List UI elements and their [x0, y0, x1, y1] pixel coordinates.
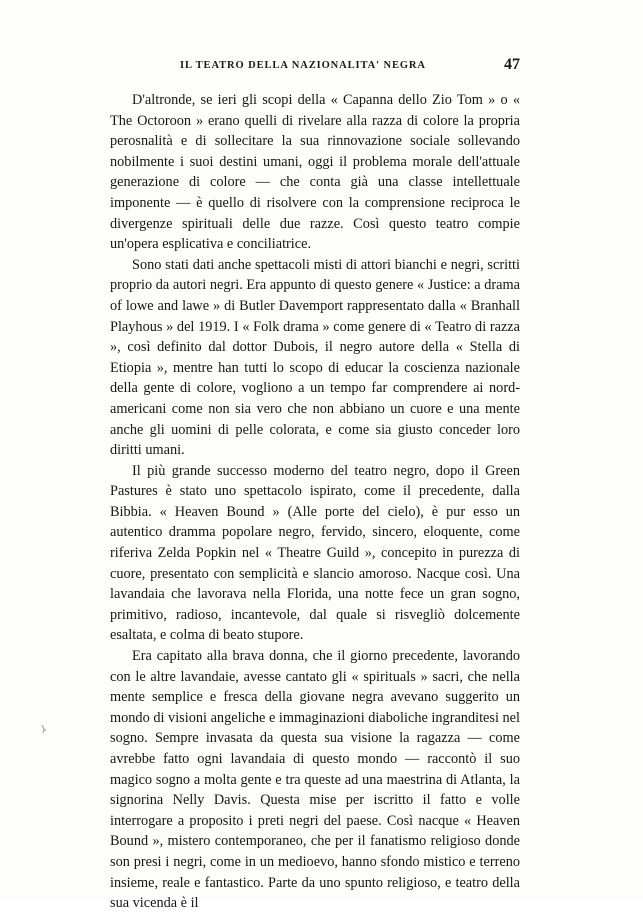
running-header — [110, 56, 520, 80]
paragraph: Era capitato alla brava donna, che il giorno precedente, lavorando con le altre lavandaie, avesse cantato gli « spirituals » sacri, che nella mente semplice e fresca della giovane negra avevano suggerito un mondo di visioni angeliche e immaginazioni diaboliche ingranditesi nel sogno. Sempre invasata da questa sua visione la ragazza — come avrebbe fatto ogni lavandaia di questo mondo — raccontò il suo magico sogno a molta gente e tra queste ad una maestrina di Atlanta, la signorina Nelly Davis. Questa mise per iscritto il fatto e volle interrogare a proposito i preti negri del paese. Così nacque « Heaven Bound », mistero contemporaneo, che per il fanatismo religioso donde son presi i negri, come in un medioevo, hanno sfondo mistico e terreno insieme, reale e fantastico. Parte da uno spunto religioso, e teatro della sua vicenda è il — [110, 648, 520, 912]
paragraph: D'altronde, se ieri gli scopi della « Capanna dello Zio Tom » o « The Octoroon » erano quelli di rivelare alla razza di colore la propria perosnalità e di sollecitare la sua rinnovazione sociale sollevando nobilmente i suoi destini umani, oggi il problema morale dell'attuale generazione di colore — che conta già una classe intellettuale imponente — è quello di risolvere con la comprensione reciproca le divergenze spirituali delle due razze. Così questo teatro compie un'opera esplicativa e conciliatrice. — [110, 92, 520, 253]
body-text — [110, 90, 520, 914]
paragraph: Il più grande successo moderno del teatro negro, dopo il Green Pastures è stato uno spettacolo ispirato, come il precedente, dalla Bibbia. « Heaven Bound » (Alle porte del cielo), è pur esso un autentico dramma popolare negro, fervido, sincero, eloquente, come riferiva Zelda Popkin nel « Theatre Guild », concepito in purezza di cuore, presentato con semplicità e slancio amoroso. Nacque così. Una lavandaia che lavorava nella Florida, una notte fece un gran sogno, primitivo, radioso, incantevole, dal quale si risvegliò dolcemente esaltata, e colma di beato stupore. — [110, 462, 520, 644]
paragraph: Sono stati dati anche spettacoli misti di attori bianchi e negri, scritti proprio da autori negri. Era appunto di questo genere « Justice: a drama of lowe and lawe » di Butler Davemport rappresentato dalla « Branhall Playhous » del 1919. I « Folk drama » come genere di « Teatro di razza », così definito dal dottor Dubois, il negro autore della « Stella di Etiopia », mentre han tutti lo scopo di educar la coscienza nazionale della gente di colore, vogliono a un tempo far comprendere ai nord-americani come non sia vero che non abbiano un cuore e una mente anche gli uomini di pelle colorata, e come sia giusto conceder loro diritti umani. — [110, 256, 520, 459]
page-number: 47 — [504, 56, 520, 73]
running-title: IL TEATRO DELLA NAZIONALITA' NEGRA — [180, 60, 426, 71]
scan-speck — [40, 724, 48, 734]
